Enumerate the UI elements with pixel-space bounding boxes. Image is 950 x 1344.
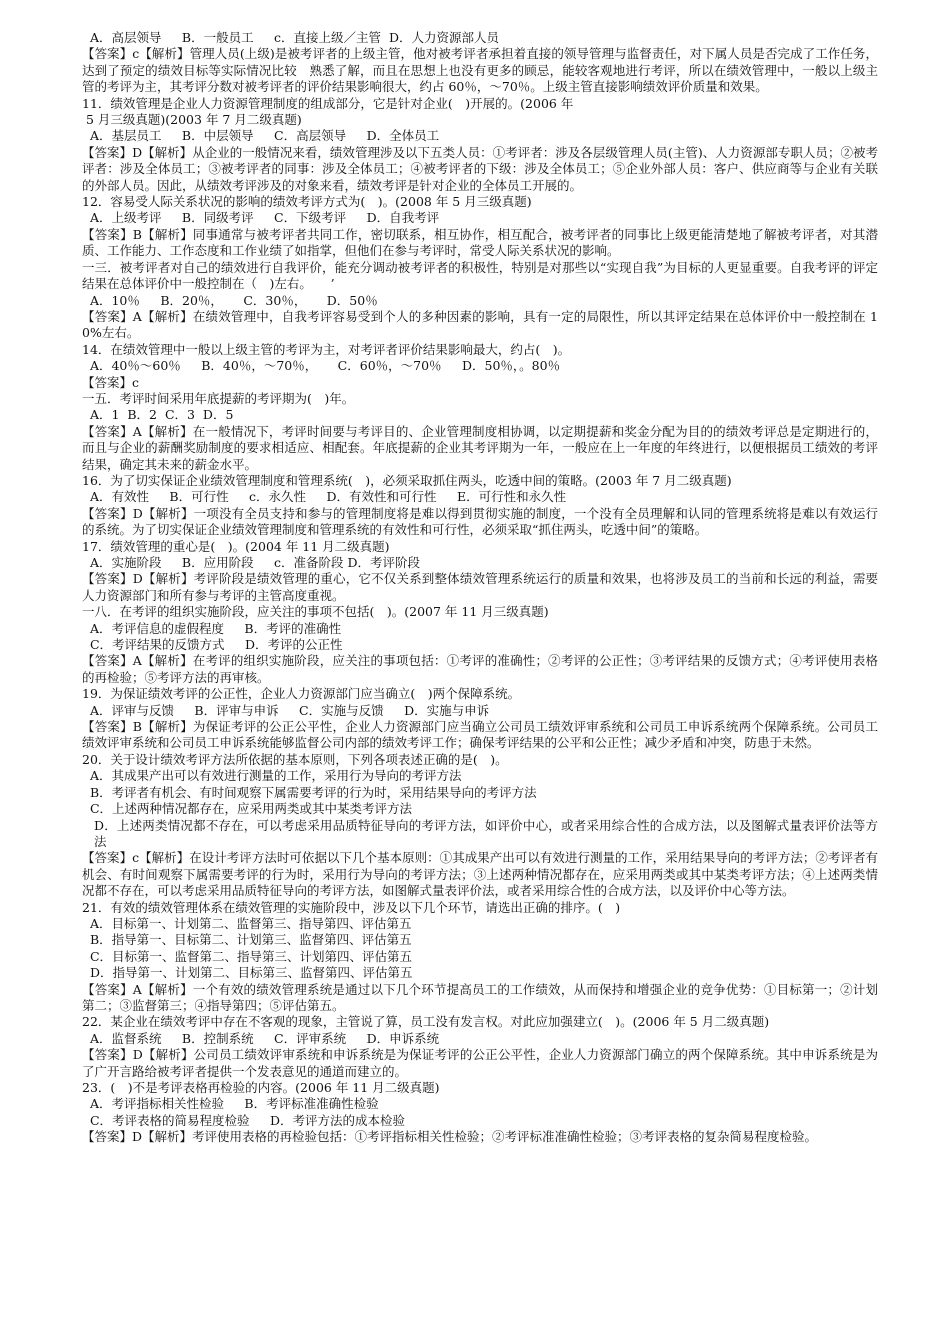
text-line: 一八．在考评的组织实施阶段，应关注的事项不包括( )。(2007 年 11 月三级真题) xyxy=(82,604,549,620)
text-line: A．实施阶段 B．应用阶段 c．准备阶段 D．考评阶段 xyxy=(82,555,421,570)
text-line: 【答案】D【解析】公司员工绩效评审系统和申诉系统是为保证考评的公正公平性，企业人力资源部门确立的两个保障系统。其中申诉系统是为了广开言路给被考评者提供一个发表意见的通道而建立的。 xyxy=(82,1047,878,1079)
text-line: B．指导第一、目标第二、计划第三、监督第四、评估第五 xyxy=(82,932,412,948)
text-line: 23．( )不是考评表格再检验的内容。(2006 年 11 月二级真题) xyxy=(82,1080,440,1095)
text-line: 【答案】A【解析】在一般情况下，考评时间要与考评目的、企业管理制度相协调，以定期提薪和奖金分配为目的的绩效考评总是定期进行的，而且与企业的薪酬奖励制度的要求相适应、相配套。年底提薪的企业其考评期为一年，一般应在上一年度的年终进行，以便根据员工绩效的考评结果，确定其未来的薪金水平。 xyxy=(82,423,878,472)
text-line: A．考评信息的虚假程度 B．考评的准确性 xyxy=(82,620,342,636)
text-line: 17．绩效管理的重心是( )。(2004 年 11 月二级真题) xyxy=(82,538,390,554)
text-line: 【答案】D【解析】从企业的一般情况来看，绩效管理涉及以下五类人员：①考评者：涉及各层级管理人员(主管)、人力资源部专职人员；②被考评者：涉及全体员工；③被考评者的同事：涉及全体员工；④被考评者的下级：涉及全体员工；⑤企业外部人员：客户、供应商等与企业有关联的外部人员。因此，从绩效考评涉及的对象来看，绩效考评是针对企业的全体员工开展的。 xyxy=(82,144,878,193)
text-line: A．基层员工 B．中层领导 C．高层领导 D．全体员工 xyxy=(82,128,440,144)
text-line: 【答案】A【解析】一个有效的绩效管理系统是通过以下几个环节提高员工的工作绩效，从而保持和增强企业的竞争优势：①目标第一；②计划第二；③监督第三；④指导第四；⑤评估第五。 xyxy=(82,981,878,1013)
text-line: 16．为了切实保证企业绩效管理制度和管理系统( )，必须采取抓住两头，吃透中间的策略。(2003 年 7 月二级真题) xyxy=(82,472,732,488)
document-body xyxy=(82,30,878,1146)
text-line: A．其成果产出可以有效进行测量的工作，采用行为导向的考评方法 xyxy=(82,768,462,784)
text-line: 【答案】c xyxy=(82,374,140,390)
text-line: 5 月三级真题)(2003 年 7 月二级真题) xyxy=(82,112,302,128)
text-line: 【答案】B【解析】为保证考评的公正公平性，企业人力资源部门应当确立公司员工绩效评审系统和公司员工申诉系统两个保障系统。公司员工绩效评审系统和公司员工申诉系统能够监督公司内部的绩效考评工作；确保考评结果的公平和公正性；减少矛盾和冲突，防患于未然。 xyxy=(82,719,878,751)
text-line: 【答案】A【解析】在绩效管理中，自我考评容易受到个人的多种因素的影响，具有一定的局限性，所以其评定结果在总体评价中一般控制在 10%左右。 xyxy=(82,308,878,341)
text-line: A．1 B．2 C．3 D．5 xyxy=(82,407,234,423)
text-line: 【答案】D【解析】考评使用表格的再检验包括：①考评指标相关性检验；②考评标准准确性检验；③考评表格的复杂简易程度检验。 xyxy=(82,1129,818,1145)
text-line: 一五．考评时间采用年底提薪的考评期为( )年。 xyxy=(82,390,355,406)
text-line: D．指导第一、计划第二、目标第三、监督第四、评估第五 xyxy=(82,965,413,981)
text-line: A．上级考评 B．同级考评 C．下级考评 D．自我考评 xyxy=(82,210,440,226)
text-line: A．有效性 B．可行性 c．永久性 D．有效性和可行性 E．可行性和永久性 xyxy=(82,489,567,505)
text-line: A．评审与反馈 B．评审与申诉 C．实施与反馈 D．实施与申诉 xyxy=(82,702,490,718)
text-line: C．考评表格的简易程度检验 D．考评方法的成本检验 xyxy=(82,1112,405,1128)
text-line: A．考评指标相关性检验 B．考评标准准确性检验 xyxy=(82,1096,379,1112)
text-line: 11．绩效管理是企业人力资源管理制度的组成部分，它是针对企业( )开展的。(2006 年 xyxy=(82,95,574,111)
text-line: B．考评者有机会、有时间观察下属需要考评的行为时，采用结果导向的考评方法 xyxy=(82,784,537,800)
text-line: A．10％ B．20％， C．30％， D．50％ xyxy=(82,292,378,308)
text-line: 14．在绩效管理中一般以上级主管的考评为主，对考评者评价结果影响最大，约占( )。 xyxy=(82,341,571,357)
text-line: A．目标第一、计划第二、监督第三、指导第四、评估第五 xyxy=(82,915,412,931)
text-line: 【答案】D【解析】一项没有全员支持和参与的管理制度将是难以得到贯彻实施的制度，一个没有全员理解和认同的管理系统将是难以有效运行的系统。为了切实保证企业绩效管理制度和管理系统的有效性和可行性，必须采取“抓住两头，吃透中间”的策略。 xyxy=(82,505,878,538)
text-line: D．上述两类情况都不存在，可以考虑采用品质特征导向的考评方法，如评价中心，或者采用综合性的合成方法，以及图解式量表评价法等方法 xyxy=(94,817,878,849)
text-line: A．监督系统 B．控制系统 C．评审系统 D．申诉系统 xyxy=(82,1030,440,1046)
text-line: C．目标第一、监督第二、指导第三、计划第四、评估第五 xyxy=(82,948,413,964)
text-line: A．40％～60％ B．40％，～70％， C．60％，～70％ D．50％，。80％ xyxy=(82,358,561,374)
text-line: 19．为保证绩效考评的公正性，企业人力资源部门应当确立( )两个保障系统。 xyxy=(82,686,521,702)
text-line: 21．有效的绩效管理体系在绩效管理的实施阶段中，涉及以下几个环节，请选出正确的排序。( ) xyxy=(82,899,621,915)
text-line: 【答案】D【解析】考评阶段是绩效管理的重心，它不仅关系到整体绩效管理系统运行的质量和效果，也将涉及员工的当前和长远的利益，需要人力资源部门和所有参与考评的主管高度重视。 xyxy=(82,571,878,603)
text-line: 一三．被考评者对自己的绩效进行自我评价，能充分调动被考评者的积极性，特别是对那些以“实现自我”为目标的人更显重要。自我考评的评定结果在总体评价中一般控制在（ )左右。 ’ xyxy=(82,259,878,292)
text-line: 【答案】c【解析】在设计考评方法时可依据以下几个基本原则：①其成果产出可以有效进行测量的工作，采用结果导向的考评方法；②考评者有机会、有时间观察下属需要考评的行为时，采用行为导向的考评方法；③上述两种情况都存在，应采用两类或其中某类考评方法；④上述两类情况都不存在，可以考虑采用品质特征导向的考评方法，如图解式量表评价法，或者采用综合性的合成方法，以及评价中心等方法。 xyxy=(82,850,878,899)
text-line: 【答案】B【解析】同事通常与被考评者共同工作，密切联系，相互协作，相互配合，被考评者的同事比上级更能清楚地了解被考评者，对其潜质、工作能力、工作态度和工作业绩了如指掌，但他们在参与考评时，常受人际关系状况的影响。 xyxy=(82,226,878,259)
text-line: C．上述两种情况都存在，应采用两类或其中某类考评方法 xyxy=(82,801,413,817)
text-line: 20．关于设计绩效考评方法所依据的基本原则，下列各项表述正确的是( )。 xyxy=(82,751,508,767)
text-line: 22．某企业在绩效考评中存在不客观的现象，主管说了算，员工没有发言权。对此应加强建立( )。(2006 年 5 月二级真题) xyxy=(82,1014,770,1030)
text-line: A．高层领导 B．一般员工 c．直接上级／主管 D．人力资源部人员 xyxy=(82,30,500,45)
text-line: C．考评结果的反馈方式 D．考评的公正性 xyxy=(82,637,343,653)
text-line: 【答案】c【解析】管理人员(上级)是被考评者的上级主管，他对被考评者承担着直接的领导管理与监督责任，对下属人员是否完成了工作任务，达到了预定的绩效目标等实际情况比较 熟悉了解，而且在思想上也没有更多的顾忌，能较客观地进行考评，所以在绩效管理中，一般以上级主管的考评为主，其考评分数对被考评者的评价结果影响很大，约占 60％，～70％。上级主管直接影响绩效评价质量和效果。 xyxy=(82,46,878,95)
text-line: 12．容易受人际关系状况的影响的绩效考评方式为( )。(2008 年 5 月三级真题) xyxy=(82,194,532,210)
text-line: 【答案】A【解析】在考评的组织实施阶段，应关注的事项包括：①考评的准确性；②考评的公正性；③考评结果的反馈方式；④考评使用表格的再检验；⑤考评方法的再审核。 xyxy=(82,653,878,685)
